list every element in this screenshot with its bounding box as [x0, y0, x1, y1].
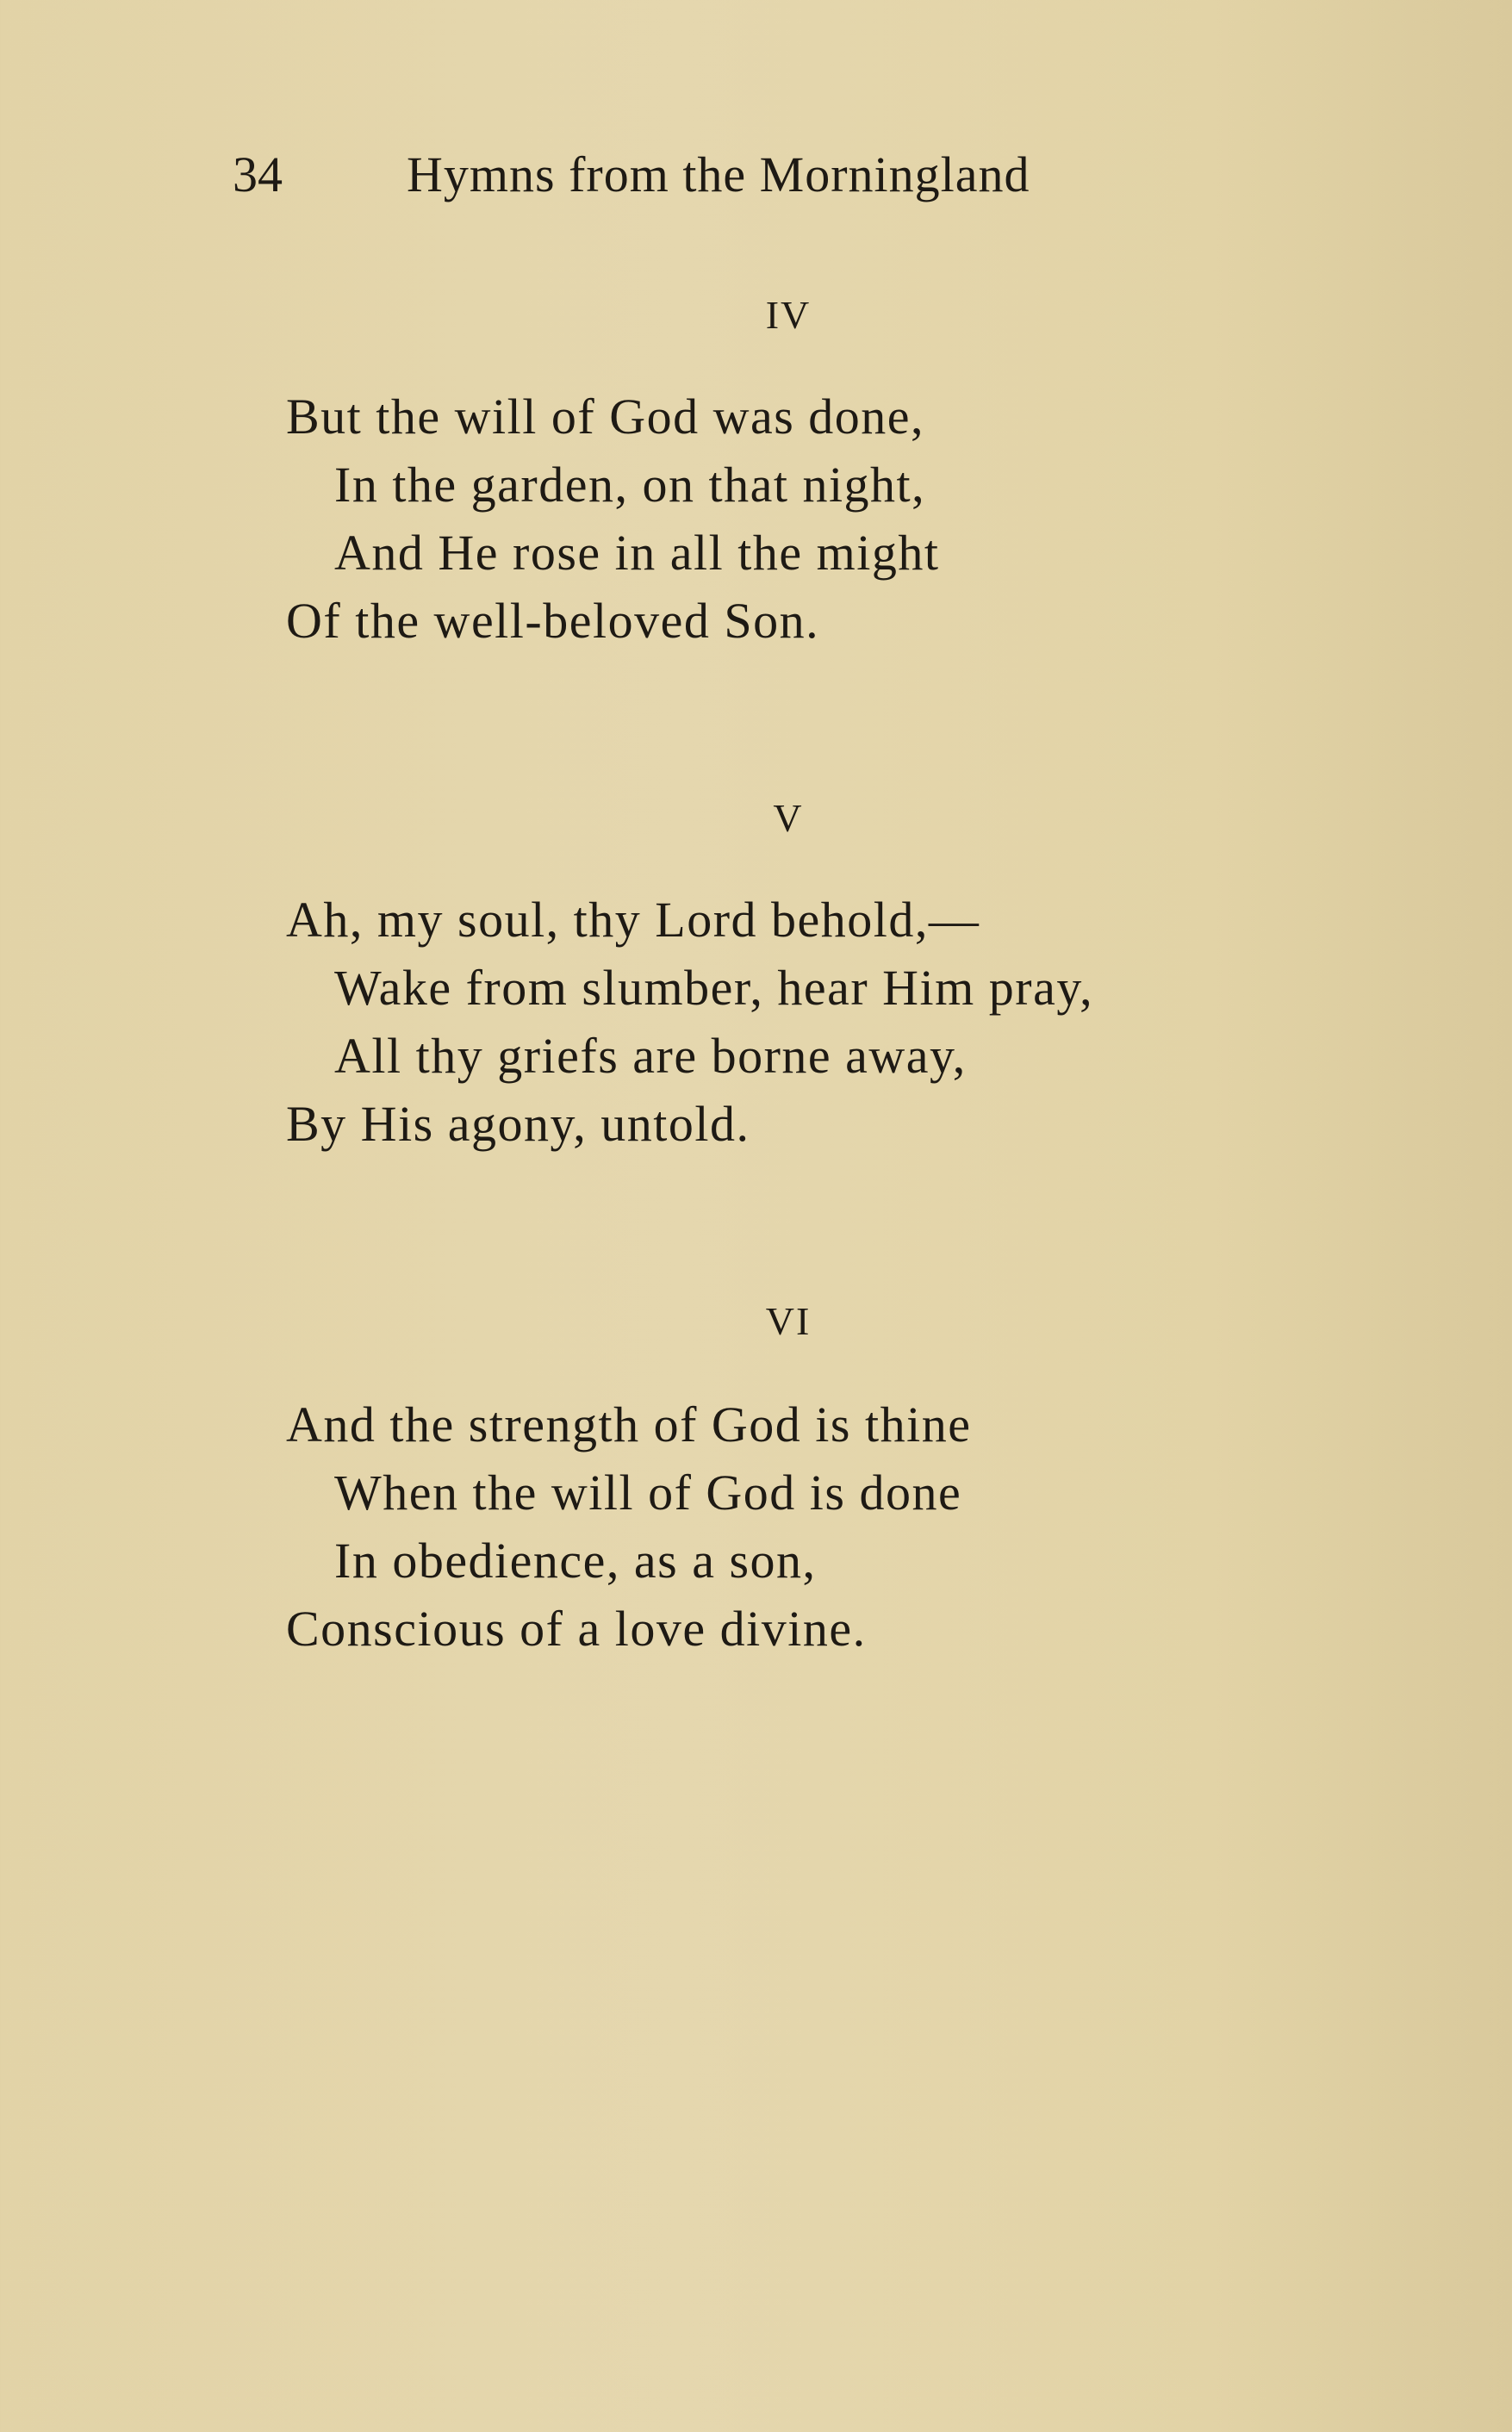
- stanza-vi: [286, 1390, 1320, 1663]
- stanza-number-v: V: [773, 796, 804, 840]
- stanza-line: But the will of God was done,: [286, 389, 925, 445]
- stanza-line: Wake from slumber, hear Him pray,: [334, 960, 1094, 1016]
- stanza-line: All thy griefs are borne away,: [334, 1028, 967, 1084]
- stanza-line: By His agony, untold.: [286, 1096, 750, 1152]
- running-title: Hymns from the Morningland: [407, 146, 1030, 202]
- stanza-line: Of the well-beloved Son.: [286, 593, 820, 649]
- stanza-iv: [286, 383, 1320, 655]
- stanza-line: Ah, my soul, thy Lord behold,—: [286, 892, 980, 948]
- stanza-line: And He rose in all the might: [334, 525, 940, 581]
- stanza-line: Conscious of a love divine.: [286, 1601, 867, 1657]
- stanza-line: When the will of God is done: [334, 1465, 962, 1521]
- stanza-line: And the strength of God is thine: [286, 1396, 972, 1452]
- stanza-v: [286, 886, 1320, 1158]
- stanza-line: In obedience, as a son,: [334, 1533, 817, 1589]
- running-head: [233, 145, 1189, 205]
- stanza-number-vi: VI: [765, 1299, 812, 1343]
- stanza-number-iv: IV: [765, 293, 812, 337]
- stanza-line: In the garden, on that night,: [334, 457, 926, 513]
- page-number: 34: [233, 146, 283, 202]
